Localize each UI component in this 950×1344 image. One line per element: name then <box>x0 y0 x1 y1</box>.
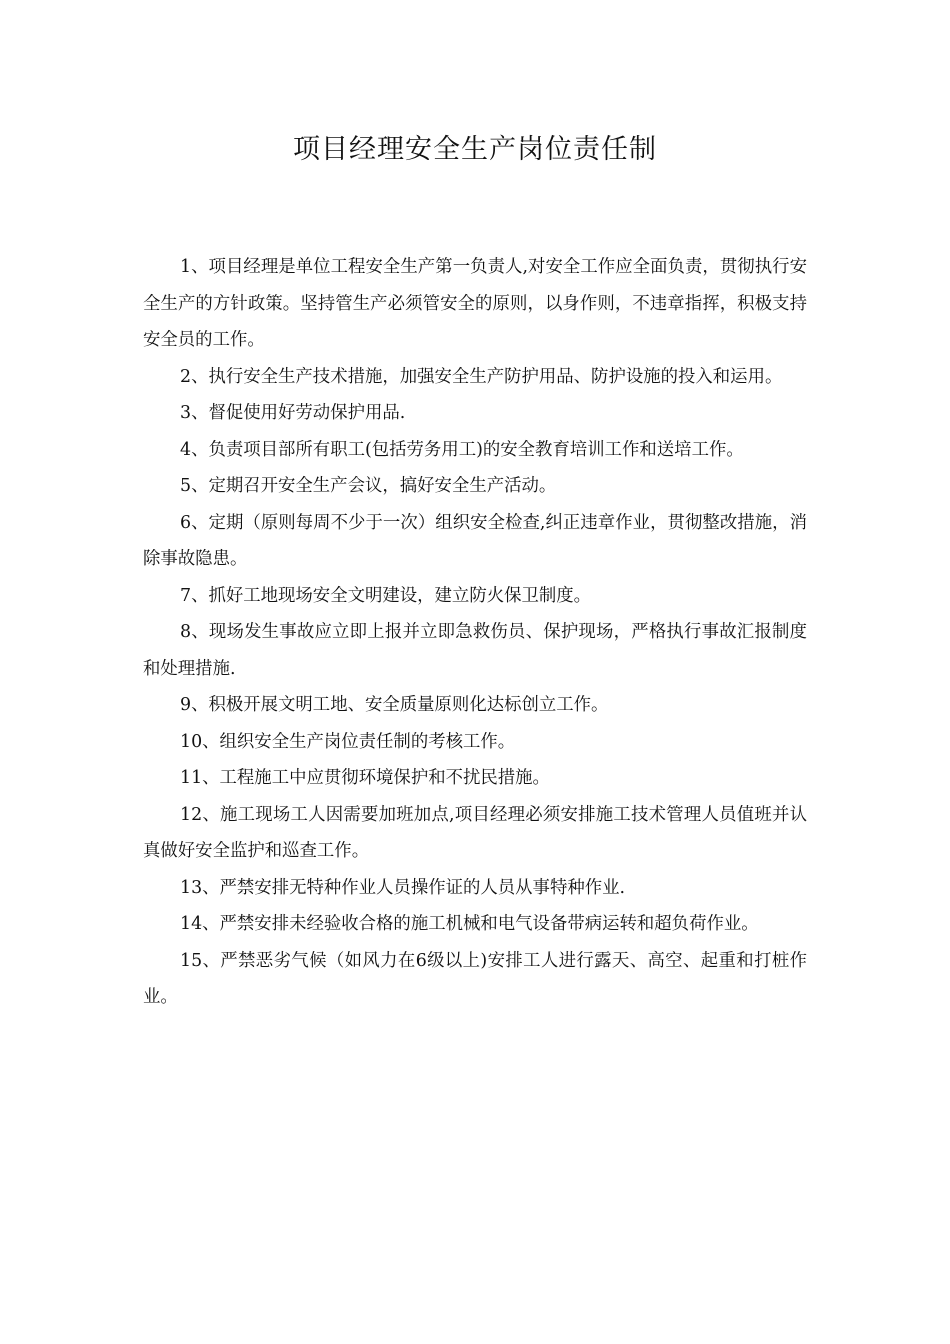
clause-item: 15、严禁恶劣气候（如风力在6级以上)安排工人进行露天、高空、起重和打桩作业。 <box>143 950 807 1007</box>
clause-item: 12、施工现场工人因需要加班加点,项目经理必须安排施工技术管理人员值班并认真做好安全监护和巡查工作。 <box>143 804 807 861</box>
clause-item: 3、督促使用好劳动保护用品. <box>180 403 406 423</box>
clause-item: 6、定期（原则每周不少于一次）组织安全检查,纠正违章作业，贯彻整改措施，消除事故隐患。 <box>143 512 807 569</box>
clause-item: 10、组织安全生产岗位责任制的考核工作。 <box>180 731 516 752</box>
clause-item: 8、现场发生事故应立即上报并立即急救伤员、保护现场，严格执行事故汇报制度和处理措施. <box>143 622 807 679</box>
clause-item: 7、抓好工地现场安全文明建设，建立防火保卫制度。 <box>180 585 592 606</box>
clause-item: 4、负责项目部所有职工(包括劳务用工)的安全教育培训工作和送培工作。 <box>180 439 744 460</box>
clause-item: 2、执行安全生产技术措施，加强安全生产防护用品、防护设施的投入和运用。 <box>180 366 783 387</box>
document-title: 项目经理安全生产岗位责任制 <box>293 134 657 165</box>
clause-item: 9、积极开展文明工地、安全质量原则化达标创立工作。 <box>180 695 609 715</box>
clause-item: 11、工程施工中应贯彻环境保护和不扰民措施。 <box>180 768 550 788</box>
clause-item: 13、严禁安排无特种作业人员操作证的人员从事特种作业. <box>180 877 626 898</box>
clause-item: 14、严禁安排未经验收合格的施工机械和电气设备带病运转和超负荷作业。 <box>180 914 759 934</box>
clause-item: 5、定期召开安全生产会议，搞好安全生产活动。 <box>180 476 557 496</box>
clause-item: 1、项目经理是单位工程安全生产第一负责人,对安全工作应全面负责，贯彻执行安全生产的方针政策。坚持管生产必须管安全的原则，以身作则，不违章指挥，积极支持安全员的工作。 <box>143 257 807 350</box>
clause-list <box>143 249 807 1016</box>
